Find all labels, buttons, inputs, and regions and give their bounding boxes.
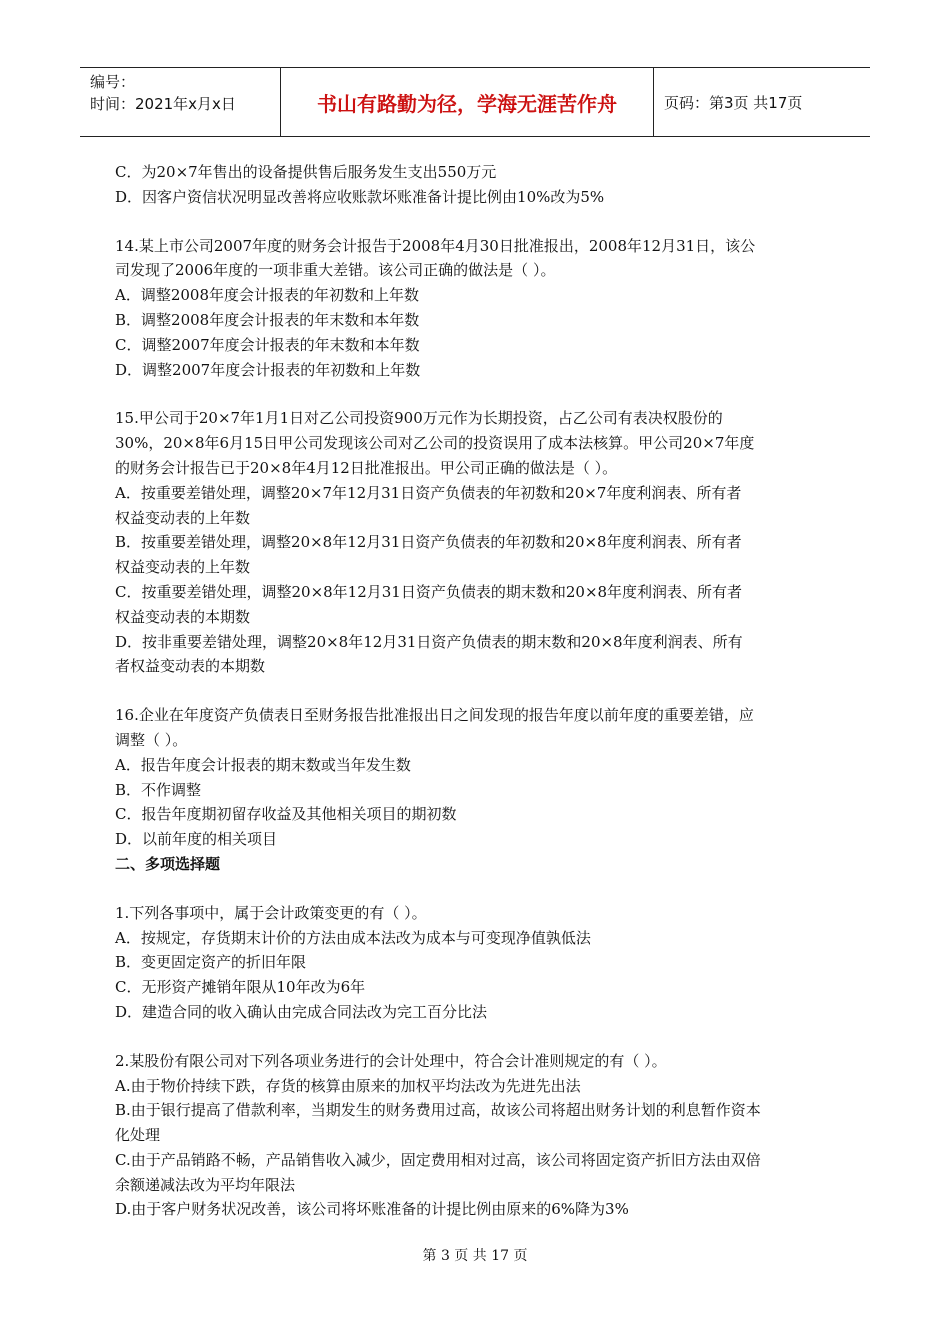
text-line: C．报告年度期初留存收益及其他相关项目的期初数 (115, 805, 457, 824)
text-line: 二、多项选择题 (115, 854, 221, 873)
text-line: C．调整2007年度会计报表的年末数和本年数 (115, 335, 420, 354)
text-line: 余额递减法改为平均年限法 (115, 1175, 296, 1194)
document-time-label: 时间：2021年x月x日 (90, 95, 236, 113)
text-line: 者权益变动表的本期数 (115, 657, 266, 676)
text-line: A．报告年度会计报表的期末数或当年发生数 (115, 755, 411, 774)
text-line: 30%，20×8年6月15日甲公司发现该公司对乙公司的投资误用了成本法核算。甲公司20×7年度 (115, 434, 755, 453)
text-line: C．按重要差错处理，调整20×8年12月31日资产负债表的期末数和20×8年度利润表、所有者 (115, 582, 743, 601)
paragraph-gap (115, 877, 835, 901)
document-number-label: 编号： (90, 73, 136, 91)
text-line: A．按重要差错处理，调整20×7年12月31日资产负债表的年初数和20×7年度利润表、所有者 (115, 483, 742, 502)
paragraph-gap (115, 679, 835, 703)
text-line: 的财务会计报告已于20×8年4月12日批准报出。甲公司正确的做法是（ ）。 (115, 458, 618, 477)
text-line: C.由于产品销路不畅，产品销售收入减少，固定费用相对过高，该公司将固定资产折旧方法由双倍 (115, 1150, 761, 1169)
page-header (80, 67, 870, 137)
text-line: 16.企业在年度资产负债表日至财务报告批准报出日之间发现的报告年度以前年度的重要差错，应 (115, 706, 754, 725)
paragraph-gap (115, 382, 835, 406)
page-footer: 第 3 页 共 17 页 (422, 1248, 528, 1264)
text-line: A.由于物价持续下跌，存货的核算由原来的加权平均法改为先进先出法 (115, 1076, 581, 1095)
text-line: 司发现了2006年度的一项非重大差错。该公司正确的做法是（ ）。 (115, 261, 556, 280)
text-line: 权益变动表的上年数 (115, 508, 251, 527)
text-line: 15.甲公司于20×7年1月1日对乙公司投资900万元作为长期投资，占乙公司有表决权股份的 (115, 409, 723, 428)
paragraph-gap (115, 1025, 835, 1049)
text-line: 2.某股份有限公司对下列各项业务进行的会计处理中，符合会计准则规定的有（ ）。 (115, 1051, 667, 1070)
text-line: 权益变动表的本期数 (115, 607, 251, 626)
document-body (115, 160, 835, 1222)
header-page-number: 页码：第3页 共17页 (664, 93, 803, 112)
text-line: D.由于客户财务状况改善，该公司将坏账准备的计提比例由原来的6%降为3% (115, 1200, 629, 1219)
text-line: B．变更固定资产的折旧年限 (115, 953, 307, 972)
text-line: B.由于银行提高了借款利率，当期发生的财务费用过高，故该公司将超出财务计划的利息暂作资本 (115, 1101, 761, 1120)
text-line: 14.某上市公司2007年度的财务会计报告于2008年4月30日批准报出，2008年12月31日，该公 (115, 236, 756, 255)
text-line: 调整（ ）。 (115, 730, 188, 749)
header-motto: 书山有路勤为径，学海无涯苦作舟 (281, 68, 654, 136)
text-line: D．因客户资信状况明显改善将应收账款坏账准备计提比例由10%改为5% (115, 187, 605, 206)
text-line: B．按重要差错处理，调整20×8年12月31日资产负债表的年初数和20×8年度利润表、所有者 (115, 533, 742, 552)
header-meta (80, 68, 281, 136)
text-line: D．以前年度的相关项目 (115, 830, 278, 849)
text-line: D．按非重要差错处理，调整20×8年12月31日资产负债表的期末数和20×8年度利润表、所有 (115, 632, 743, 651)
text-line: A．调整2008年度会计报表的年初数和上年数 (115, 286, 420, 305)
paragraph-gap (115, 210, 835, 234)
text-line: D．调整2007年度会计报表的年初数和上年数 (115, 360, 421, 379)
text-line: 权益变动表的上年数 (115, 558, 251, 577)
text-line: C．无形资产摊销年限从10年改为6年 (115, 978, 366, 997)
text-line: B．调整2008年度会计报表的年末数和本年数 (115, 310, 420, 329)
text-line: D．建造合同的收入确认由完成合同法改为完工百分比法 (115, 1002, 488, 1021)
text-line: B．不作调整 (115, 780, 202, 799)
text-line: A．按规定，存货期末计价的方法由成本法改为成本与可变现净值孰低法 (115, 928, 591, 947)
text-line: 化处理 (115, 1126, 161, 1145)
text-line: 1.下列各事项中，属于会计政策变更的有（ ）。 (115, 903, 427, 922)
text-line: C．为20×7年售出的设备提供售后服务发生支出550万元 (115, 163, 497, 181)
